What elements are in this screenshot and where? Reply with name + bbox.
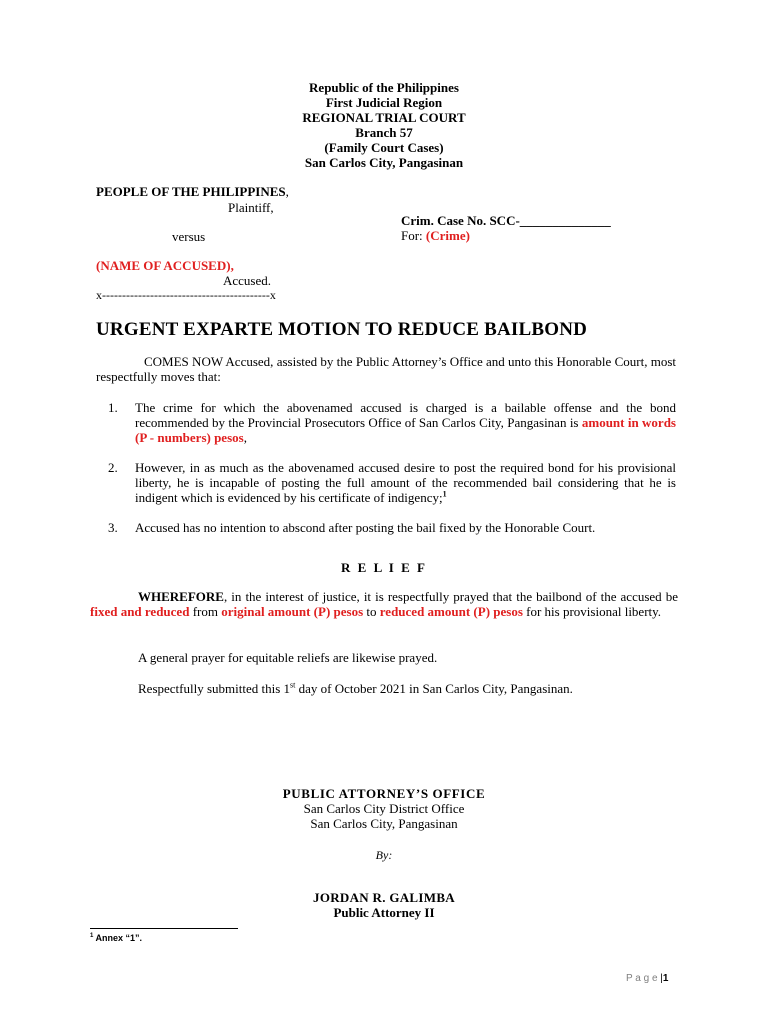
item-2-number: 2.: [108, 460, 118, 475]
page-label: P a g e: [626, 973, 658, 984]
wherefore-text-3: to: [363, 604, 380, 619]
submitted-line: [138, 681, 573, 696]
caption-separator: x------------------------------------------x: [96, 288, 276, 302]
wherefore-paragraph: [90, 589, 678, 619]
item-2-text: [135, 460, 676, 505]
accused-label: Accused.: [223, 273, 272, 288]
attorney-position: Public Attorney II: [333, 905, 435, 920]
for-label: For:: [401, 228, 423, 243]
plaintiff-label: Plaintiff,: [228, 200, 274, 215]
header-region: First Judicial Region: [325, 95, 443, 110]
case-number: Crim. Case No. SCC-______________: [401, 213, 611, 228]
fixed-reduced-placeholder: fixed and reduced: [90, 604, 190, 619]
header-court-cases: (Family Court Cases): [324, 140, 444, 155]
item-1-text: [135, 400, 676, 445]
submitted-text-1: Respectfully submitted this 1: [138, 681, 291, 696]
header-city: San Carlos City, Pangasinan: [304, 155, 464, 170]
signature-by: By:: [375, 848, 393, 862]
intro-paragraph: COMES NOW Accused, assisted by the Public Attorney’s Office and unto this Honorable Court, most respectfully moves that:: [96, 354, 676, 384]
item-1-text-end: ,: [243, 430, 247, 445]
item-3-text: Accused has no intention to abscond after posting the bail fixed by the Honorable Court.: [135, 520, 596, 535]
footnote-number: 1: [90, 933, 94, 939]
general-prayer: A general prayer for equitable reliefs are likewise prayed.: [138, 650, 438, 665]
wherefore-text-2: from: [189, 604, 222, 619]
item-1-number: 1.: [108, 400, 118, 415]
plaintiff-name-line: [96, 184, 289, 199]
accused-name-placeholder: (NAME OF ACCUSED),: [96, 258, 234, 273]
page-footer: [626, 973, 668, 984]
signature-district: San Carlos City District Office: [303, 801, 465, 816]
document-title: URGENT EXPARTE MOTION TO REDUCE BAILBOND: [96, 319, 588, 340]
relief-heading: R E L I E F: [341, 560, 427, 575]
crime-placeholder: (Crime): [425, 228, 470, 243]
plaintiff-comma: ,: [285, 184, 289, 199]
header-court: REGIONAL TRIAL COURT: [302, 110, 466, 125]
item-1-text-main: The crime for which the abovenamed accused is charged is a bailable offense and the bond recommended by the Provincial Prosecutors Office of San Carlos City, Pangasinan is: [135, 400, 676, 430]
signature-city: San Carlos City, Pangasinan: [310, 816, 458, 831]
footnote-reference: 1: [442, 489, 447, 499]
wherefore-text-4: for his provisional liberty.: [522, 604, 662, 619]
footnote-text: Annex “1”.: [95, 933, 143, 943]
page-number: 1: [662, 973, 669, 984]
footnote-divider: [90, 928, 238, 929]
signature-office: PUBLIC ATTORNEY’S OFFICE: [282, 786, 486, 801]
page-separator: |: [660, 973, 663, 984]
date-ordinal: st: [290, 680, 296, 690]
submitted-text-2: day of October 2021 in San Carlos City, Pangasinan.: [295, 681, 573, 696]
footnote: [90, 933, 142, 943]
wherefore-keyword: WHEREFORE: [138, 589, 224, 604]
bond-amount-placeholder: amount in words (P - numbers) pesos: [135, 415, 676, 445]
wherefore-text-1: , in the interest of justice, it is respectfully prayed that the bailbond of the accused be: [223, 589, 678, 604]
crime-line: [401, 228, 470, 243]
item-2-text-main: However, in as much as the abovenamed accused desire to post the required bond for his provisional liberty, he is incapable of posting the full amount of the recommended bail considering that he is indigent which is evidenced by his certificate of indigency;: [135, 460, 676, 505]
attorney-name: JORDAN R. GALIMBA: [313, 890, 455, 905]
header-republic: Republic of the Philippines: [309, 80, 459, 95]
reduced-amount-placeholder: reduced amount (P) pesos: [379, 604, 523, 619]
plaintiff-name: PEOPLE OF THE PHILIPPINES: [96, 184, 286, 199]
original-amount-placeholder: original amount (P) pesos: [221, 604, 364, 619]
header-branch: Branch 57: [355, 125, 413, 140]
versus-label: versus: [172, 229, 206, 244]
item-3-number: 3.: [108, 520, 118, 535]
